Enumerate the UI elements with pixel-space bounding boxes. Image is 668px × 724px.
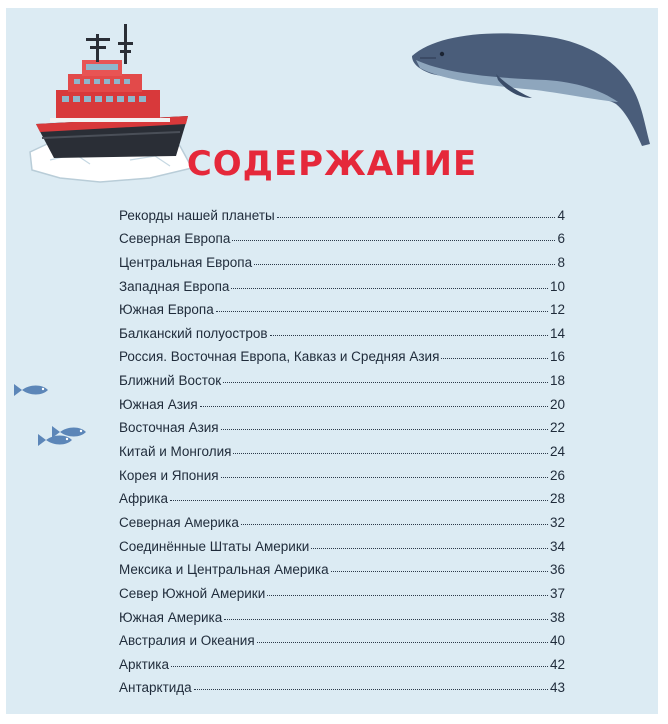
- toc-entry-title: Ближний Восток: [119, 373, 222, 389]
- table-of-contents: [119, 199, 565, 695]
- toc-entry-page-number: 18: [549, 373, 565, 389]
- toc-entry-title: Арктика: [119, 656, 170, 672]
- toc-entry: [119, 341, 565, 365]
- toc-entry-title: Север Южной Америки: [119, 585, 266, 601]
- toc-entry: [119, 246, 565, 270]
- toc-entry: [119, 294, 565, 318]
- dot-leader: [171, 666, 548, 667]
- toc-entry: [119, 483, 565, 507]
- fish-school-icon: [12, 376, 112, 456]
- dot-leader: [267, 595, 548, 596]
- toc-entry-title: Центральная Европа: [119, 254, 253, 270]
- toc-entry-page-number: 4: [557, 207, 565, 223]
- toc-entry: [119, 648, 565, 672]
- dot-leader: [194, 689, 548, 690]
- dot-leader: [231, 288, 548, 289]
- dot-leader: [241, 524, 548, 525]
- toc-entry-title: Корея и Япония: [119, 467, 219, 483]
- toc-entry-title: Западная Европа: [119, 278, 230, 294]
- toc-entry-page-number: 6: [557, 231, 565, 247]
- dot-leader: [170, 500, 548, 501]
- toc-entry-page-number: 43: [549, 680, 565, 696]
- toc-entry-page-number: 34: [549, 538, 565, 554]
- dot-leader: [223, 382, 548, 383]
- toc-entry-title: Северная Европа: [119, 231, 231, 247]
- dot-leader: [254, 264, 555, 265]
- toc-entry-title: Южная Азия: [119, 396, 198, 412]
- dot-leader: [441, 358, 548, 359]
- toc-entry-title: Китай и Монголия: [119, 444, 232, 460]
- toc-entry: [119, 672, 565, 696]
- whale-icon: [406, 20, 656, 150]
- dot-leader: [221, 477, 548, 478]
- toc-entry-title: Рекорды нашей планеты: [119, 207, 275, 223]
- toc-entry: [119, 530, 565, 554]
- toc-entry-title: Южная Америка: [119, 609, 223, 625]
- toc-entry-page-number: 14: [549, 325, 565, 341]
- toc-entry-title: Африка: [119, 491, 169, 507]
- toc-entry: [119, 625, 565, 649]
- toc-entry-page-number: 28: [549, 491, 565, 507]
- dot-leader: [270, 335, 548, 336]
- toc-entry: [119, 364, 565, 388]
- dot-leader: [224, 619, 548, 620]
- toc-entry-page-number: 32: [549, 514, 565, 530]
- dot-leader: [216, 311, 548, 312]
- toc-entry: [119, 506, 565, 530]
- toc-entry: [119, 459, 565, 483]
- toc-entry-title: Мексика и Центральная Америка: [119, 562, 329, 578]
- dot-leader: [232, 240, 555, 241]
- toc-entry-page-number: 12: [549, 302, 565, 318]
- toc-entry: [119, 270, 565, 294]
- toc-entry-page-number: 20: [549, 396, 565, 412]
- toc-entry-title: Южная Европа: [119, 302, 214, 318]
- book-page: [6, 8, 658, 714]
- toc-entry-title: Австралия и Океания: [119, 633, 255, 649]
- toc-entry-page-number: 22: [549, 420, 565, 436]
- toc-entry-title: Северная Америка: [119, 514, 239, 530]
- dot-leader: [311, 548, 548, 549]
- toc-entry: [119, 388, 565, 412]
- dot-leader: [331, 571, 548, 572]
- toc-entry-page-number: 37: [549, 585, 565, 601]
- toc-entry-page-number: 40: [549, 633, 565, 649]
- toc-entry-page-number: 38: [549, 609, 565, 625]
- dot-leader: [277, 217, 556, 218]
- toc-entry-page-number: 42: [549, 656, 565, 672]
- dot-leader: [257, 642, 548, 643]
- toc-entry-title: Балканский полуостров: [119, 325, 268, 341]
- toc-entry-title: Восточная Азия: [119, 420, 219, 436]
- toc-entry-title: Россия. Восточная Европа, Кавказ и Средняя Азия: [119, 349, 440, 365]
- toc-entry: [119, 412, 565, 436]
- toc-entry-page-number: 10: [549, 278, 565, 294]
- page-title: СОДЕРЖАНИЕ: [186, 144, 478, 184]
- toc-entry: [119, 199, 565, 223]
- toc-entry-page-number: 8: [557, 254, 565, 270]
- toc-entry: [119, 601, 565, 625]
- toc-entry-title: Антарктида: [119, 680, 192, 696]
- toc-entry-page-number: 26: [549, 467, 565, 483]
- dot-leader: [233, 453, 548, 454]
- toc-entry-title: Соединённые Штаты Америки: [119, 538, 310, 554]
- toc-entry: [119, 554, 565, 578]
- toc-entry-page-number: 16: [549, 349, 565, 365]
- toc-entry: [119, 223, 565, 247]
- toc-entry-page-number: 24: [549, 444, 565, 460]
- dot-leader: [200, 406, 548, 407]
- toc-entry-page-number: 36: [549, 562, 565, 578]
- toc-entry: [119, 577, 565, 601]
- toc-entry: [119, 435, 565, 459]
- dot-leader: [221, 429, 548, 430]
- toc-entry: [119, 317, 565, 341]
